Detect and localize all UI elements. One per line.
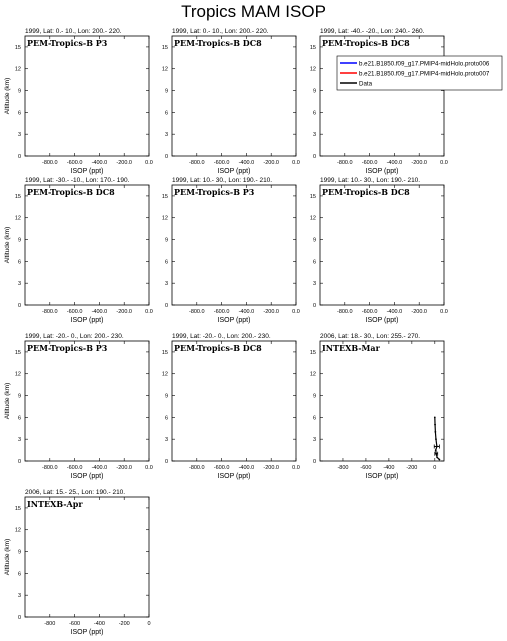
chart-panel <box>4 28 153 175</box>
x-tick-label: -800.0 <box>41 465 58 471</box>
x-tick-label: -400 <box>383 465 395 471</box>
legend-entry-label: b.e21.B1850.f09_g17.PMIP4-midHolo.proto007 <box>359 70 490 78</box>
x-tick-label: -400.0 <box>238 160 255 166</box>
panel-header: 1999, Lat: -40.- -20., Lon: 240.- 260. <box>320 28 425 35</box>
y-tick-label: 0 <box>164 154 168 160</box>
x-axis-label: ISOP (ppt) <box>70 473 104 480</box>
y-tick-label: 0 <box>17 615 21 621</box>
x-tick-label: -800.0 <box>336 309 353 315</box>
x-tick-label: -200.0 <box>263 160 280 166</box>
y-tick-label: 3 <box>17 437 21 444</box>
panel-header: 1999, Lat: -30.- -10., Lon: 170.- 190. <box>25 177 130 184</box>
y-tick-label: 15 <box>161 193 168 200</box>
panel-header: 1999, Lat: -20.- 0., Lon: 200.- 230. <box>25 333 124 340</box>
data-point <box>434 416 436 418</box>
x-tick-label: 0.0 <box>440 160 448 166</box>
campaign-label: PEM-Tropics-B DC8 <box>322 187 410 197</box>
chart-panel <box>4 177 153 324</box>
y-tick-label: 6 <box>17 110 21 117</box>
x-tick-label: 0 <box>147 621 151 627</box>
y-tick-label: 9 <box>17 549 21 556</box>
x-tick-label: -800 <box>44 621 56 627</box>
x-tick-label: -600.0 <box>361 309 378 315</box>
chart-panel <box>310 333 444 480</box>
x-tick-label: -800.0 <box>41 160 58 166</box>
y-tick-label: 15 <box>14 193 21 200</box>
x-tick-label: -800.0 <box>188 465 205 471</box>
x-tick-label: -400.0 <box>238 465 255 471</box>
x-tick-label: -200.0 <box>411 309 428 315</box>
y-tick-label: 6 <box>17 571 21 578</box>
y-tick-label: 12 <box>309 66 316 73</box>
x-tick-label: -400.0 <box>238 309 255 315</box>
y-tick-label: 9 <box>164 393 168 400</box>
plot-frame <box>25 185 149 305</box>
x-axis-label: ISOP (ppt) <box>217 317 251 324</box>
plot-frame <box>172 341 296 461</box>
x-axis-label: ISOP (ppt) <box>70 317 104 324</box>
chart-panel <box>4 489 151 636</box>
x-tick-label: -400.0 <box>386 309 403 315</box>
y-tick-label: 12 <box>161 215 168 222</box>
y-tick-label: 3 <box>164 281 168 288</box>
y-tick-label: 3 <box>17 132 21 139</box>
plot-frame <box>172 185 296 305</box>
campaign-label: PEM-Tropics-B DC8 <box>322 38 410 48</box>
data-point <box>436 456 438 458</box>
y-tick-label: 6 <box>164 259 168 266</box>
x-tick-label: -200.0 <box>263 309 280 315</box>
y-tick-label: 9 <box>17 237 21 244</box>
y-axis-label: Altitude (km) <box>4 226 11 264</box>
plot-frame <box>320 36 444 156</box>
y-tick-label: 15 <box>309 349 316 356</box>
x-tick-label: -800.0 <box>188 309 205 315</box>
plot-frame <box>25 497 149 617</box>
x-tick-label: -800.0 <box>336 160 353 166</box>
y-tick-label: 3 <box>312 281 316 288</box>
y-tick-label: 9 <box>312 88 316 95</box>
data-point <box>439 459 441 461</box>
x-axis-label: ISOP (ppt) <box>365 168 399 175</box>
y-tick-label: 15 <box>14 44 21 51</box>
y-tick-label: 0 <box>312 459 316 465</box>
x-axis-label: ISOP (ppt) <box>365 473 399 480</box>
chart-panel <box>4 333 153 480</box>
y-tick-label: 0 <box>17 459 21 465</box>
plot-frame <box>25 341 149 461</box>
data-point <box>434 424 436 426</box>
campaign-label: PEM-Tropics-B DC8 <box>174 38 262 48</box>
panel-header: 1999, Lat: -20.- 0., Lon: 200.- 230. <box>172 333 271 340</box>
y-tick-label: 12 <box>14 215 21 222</box>
campaign-label: PEM-Tropics-B P3 <box>27 343 108 353</box>
x-tick-label: -200 <box>118 621 130 627</box>
y-tick-label: 0 <box>17 303 21 309</box>
y-tick-label: 12 <box>14 66 21 73</box>
y-tick-label: 12 <box>309 371 316 378</box>
x-tick-label: -600 <box>360 465 372 471</box>
x-tick-label: 0.0 <box>440 309 448 315</box>
y-tick-label: 15 <box>14 349 21 356</box>
y-tick-label: 6 <box>17 259 21 266</box>
x-axis-label: ISOP (ppt) <box>217 168 251 175</box>
y-tick-label: 9 <box>17 393 21 400</box>
x-tick-label: 0.0 <box>292 160 300 166</box>
y-tick-label: 0 <box>164 303 168 309</box>
data-point <box>435 438 437 440</box>
chart-panel <box>162 333 300 480</box>
campaign-label: INTEXB-Apr <box>27 499 83 509</box>
y-tick-label: 12 <box>309 215 316 222</box>
panel-header: 1999, Lat: 0.- 10., Lon: 200.- 220. <box>25 28 122 35</box>
x-tick-label: -800 <box>337 465 349 471</box>
y-tick-label: 15 <box>309 193 316 200</box>
x-tick-label: -200.0 <box>263 465 280 471</box>
y-tick-label: 15 <box>161 349 168 356</box>
panel-header: 2006, Lat: 15.- 25., Lon: 190.- 210. <box>25 489 126 496</box>
legend-entry-label: Data <box>359 80 373 88</box>
x-tick-label: 0.0 <box>292 309 300 315</box>
x-tick-label: -600.0 <box>66 160 83 166</box>
x-tick-label: -400.0 <box>91 160 108 166</box>
y-tick-label: 6 <box>312 259 316 266</box>
x-tick-label: 0.0 <box>145 465 153 471</box>
y-tick-label: 3 <box>312 132 316 139</box>
y-tick-label: 9 <box>312 393 316 400</box>
campaign-label: PEM-Tropics-B DC8 <box>174 343 262 353</box>
plot-frame <box>172 36 296 156</box>
y-tick-label: 3 <box>312 437 316 444</box>
y-tick-label: 6 <box>312 415 316 422</box>
y-tick-label: 0 <box>312 154 316 160</box>
x-tick-label: -400.0 <box>91 309 108 315</box>
x-tick-label: -400.0 <box>386 160 403 166</box>
plot-frame <box>25 36 149 156</box>
data-point <box>435 449 437 451</box>
x-tick-label: -600 <box>69 621 81 627</box>
panel-header: 2006, Lat: 18.- 30., Lon: 255.- 270. <box>320 333 421 340</box>
y-axis-label: Altitude (km) <box>4 382 11 420</box>
legend-entry-label: b.e21.B1850.f09_g17.PMIP4-midHolo.proto006 <box>359 60 490 68</box>
y-tick-label: 12 <box>14 527 21 534</box>
x-axis-label: ISOP (ppt) <box>70 168 104 175</box>
x-tick-label: 0.0 <box>145 309 153 315</box>
x-tick-label: -800.0 <box>188 160 205 166</box>
y-axis-label: Altitude (km) <box>4 538 11 576</box>
y-tick-label: 3 <box>164 437 168 444</box>
y-tick-label: 3 <box>17 281 21 288</box>
y-tick-label: 3 <box>164 132 168 139</box>
x-tick-label: -200.0 <box>116 309 133 315</box>
y-tick-label: 12 <box>161 371 168 378</box>
chart-panel <box>310 28 502 175</box>
y-tick-label: 0 <box>164 459 168 465</box>
x-tick-label: 0.0 <box>292 465 300 471</box>
y-tick-label: 6 <box>312 110 316 117</box>
y-tick-label: 15 <box>309 44 316 51</box>
x-tick-label: 0.0 <box>145 160 153 166</box>
campaign-label: PEM-Tropics-B P3 <box>27 38 108 48</box>
panel-header: 1999, Lat: 0.- 10., Lon: 200.- 220. <box>172 28 269 35</box>
chart-panel <box>162 28 300 175</box>
x-tick-label: -800.0 <box>41 309 58 315</box>
page-title: Tropics MAM ISOP <box>181 2 326 21</box>
y-tick-label: 9 <box>164 88 168 95</box>
x-tick-label: -600.0 <box>66 309 83 315</box>
legend <box>337 56 502 90</box>
x-axis-label: ISOP (ppt) <box>365 317 399 324</box>
y-tick-label: 0 <box>312 303 316 309</box>
y-tick-label: 12 <box>161 66 168 73</box>
x-axis-label: ISOP (ppt) <box>70 629 104 636</box>
campaign-label: PEM-Tropics-B DC8 <box>27 187 115 197</box>
chart-panel <box>162 177 300 324</box>
panel-header: 1999, Lat: 10.- 30., Lon: 190.- 210. <box>320 177 421 184</box>
y-tick-label: 0 <box>17 154 21 160</box>
campaign-label: INTEXB-Mar <box>322 343 380 353</box>
chart-panel <box>310 177 448 324</box>
x-tick-label: -600.0 <box>213 309 230 315</box>
y-tick-label: 9 <box>312 237 316 244</box>
y-tick-label: 9 <box>164 237 168 244</box>
campaign-label: PEM-Tropics-B P3 <box>174 187 255 197</box>
x-tick-label: -200 <box>406 465 418 471</box>
y-tick-label: 6 <box>17 415 21 422</box>
x-tick-label: -200.0 <box>411 160 428 166</box>
x-tick-label: -400 <box>93 621 105 627</box>
x-tick-label: -600.0 <box>66 465 83 471</box>
x-tick-label: -200.0 <box>116 160 133 166</box>
plot-frame <box>320 341 444 461</box>
x-tick-label: -200.0 <box>116 465 133 471</box>
data-point <box>434 431 436 433</box>
y-tick-label: 15 <box>161 44 168 51</box>
x-tick-label: -600.0 <box>361 160 378 166</box>
x-tick-label: -600.0 <box>213 465 230 471</box>
y-tick-label: 6 <box>164 415 168 422</box>
y-tick-label: 9 <box>17 88 21 95</box>
x-tick-label: -600.0 <box>213 160 230 166</box>
plot-frame <box>320 185 444 305</box>
panel-header: 1999, Lat: 10.- 30., Lon: 190.- 210. <box>172 177 273 184</box>
y-tick-label: 15 <box>14 505 21 512</box>
y-tick-label: 3 <box>17 593 21 600</box>
x-tick-label: 0 <box>433 465 437 471</box>
y-tick-label: 6 <box>164 110 168 117</box>
y-tick-label: 12 <box>14 371 21 378</box>
x-tick-label: -400.0 <box>91 465 108 471</box>
y-axis-label: Altitude (km) <box>4 77 11 115</box>
x-axis-label: ISOP (ppt) <box>217 473 251 480</box>
